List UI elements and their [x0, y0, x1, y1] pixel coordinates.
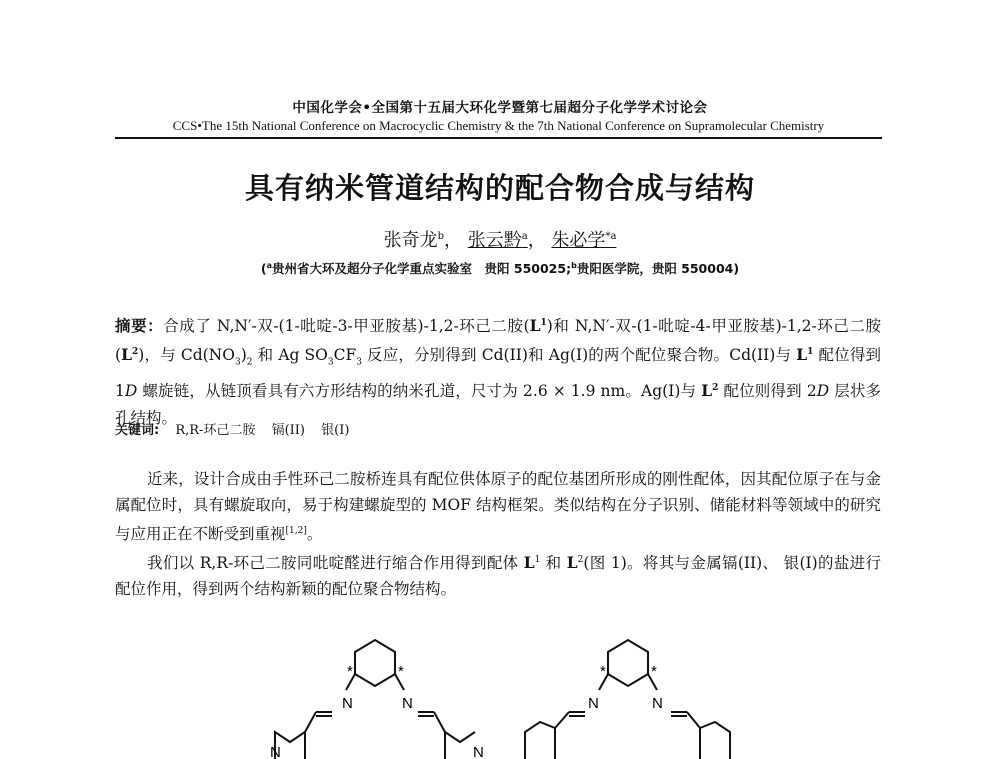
ligand-l1-structure — [275, 640, 475, 759]
atom-n: N — [342, 695, 353, 712]
conference-header-en: CCS•The 15th National Conference on Macrocyclic Chemistry & the 7th National Conference on Supramolecular Chemistry — [172, 118, 825, 133]
atom-n: N — [402, 695, 413, 712]
affiliations: ($^a$贵州省大环及超分子化学重点实验室 贵阳 550025;$^b$贵阳医学院，贵阳 550004) — [260, 260, 740, 276]
author-1: 张奇龙$^b$ — [383, 230, 444, 251]
cyclohexane-ring — [355, 640, 395, 686]
abstract: 摘要：合成了 N,N′-双-(1-吡啶-3-甲亚胺基)-1,2-环己二胺$(L^1)$和 N,N′-双-(1-吡啶-4-甲亚胺基)-1,2-环己二胺$(L^2)$，与 $Cd(NO_3)_2$ 和 Ag $SO_3CF_3$ 反应，分别得到 Cd(II)和 Ag(I)的两个配位聚合物。Cd(II)与 $L^1$ 配位得到 1D 螺旋链，从链顶看具有六方形结构的纳米孔道，尺寸为 2.6 × 1.9 nm。Ag(I)与 $L^2$ 配位则得到 2D 层状多孔结构。 — [115, 316, 881, 427]
body-paragraph-2: 我们以 R,R-环己二胺同吡啶醛进行缩合作用得到配体 $L^1$ 和 $L^2$(图 1)。将其与金属镉(II)、 银(I)的盐进行配位作用，得到两个结构新颖的配位聚合物结构。 — [115, 553, 881, 599]
chiral-star: * — [600, 663, 606, 680]
keyword: 银(I) — [321, 423, 350, 438]
chiral-star: * — [651, 663, 657, 680]
keyword: R,R-环己二胺 — [175, 423, 256, 438]
atom-n: N — [473, 744, 484, 759]
header-rule — [115, 137, 882, 139]
keyword: 镉(II) — [271, 423, 306, 438]
conference-header-cn: 中国化学会•全国第十五届大环化学暨第七届超分子化学学术讨论会 — [292, 100, 708, 116]
paper-title: 具有纳米管道结构的配合物合成与结构 — [244, 171, 755, 205]
chiral-star: * — [398, 663, 404, 680]
ligand-l2-structure — [525, 640, 730, 759]
keywords-label: 关键词: — [115, 423, 160, 438]
author-3: 朱必学$^{*a}$ — [551, 230, 617, 251]
body-text — [115, 466, 881, 602]
abstract-label: 摘要： — [115, 317, 164, 336]
atom-n: N — [270, 744, 281, 759]
citation: [1,2] — [285, 526, 307, 536]
chiral-star: * — [347, 663, 353, 680]
author-2: 张云黔$^a$ — [467, 230, 528, 251]
keywords — [115, 419, 881, 438]
atom-n: N — [588, 695, 599, 712]
atom-n: N — [652, 695, 663, 712]
body-paragraph-1: 近来，设计合成由手性环己二胺桥连具有配位供体原子的配位基团所形成的刚性配体，因其配位原子在与金属配位时，具有螺旋取向，易于构建螺旋型的 MOF 结构框架。类似结构在分子识别、储能材料等领域中的研究与应用正在不断受到重视[1,2]。 — [115, 470, 881, 544]
author-list: 张奇龙$^b$， 张云黔$^a$， 朱必学$^{*a}$ — [383, 230, 617, 251]
cyclohexane-ring — [608, 640, 648, 686]
ligand-structures-figure — [250, 632, 770, 759]
